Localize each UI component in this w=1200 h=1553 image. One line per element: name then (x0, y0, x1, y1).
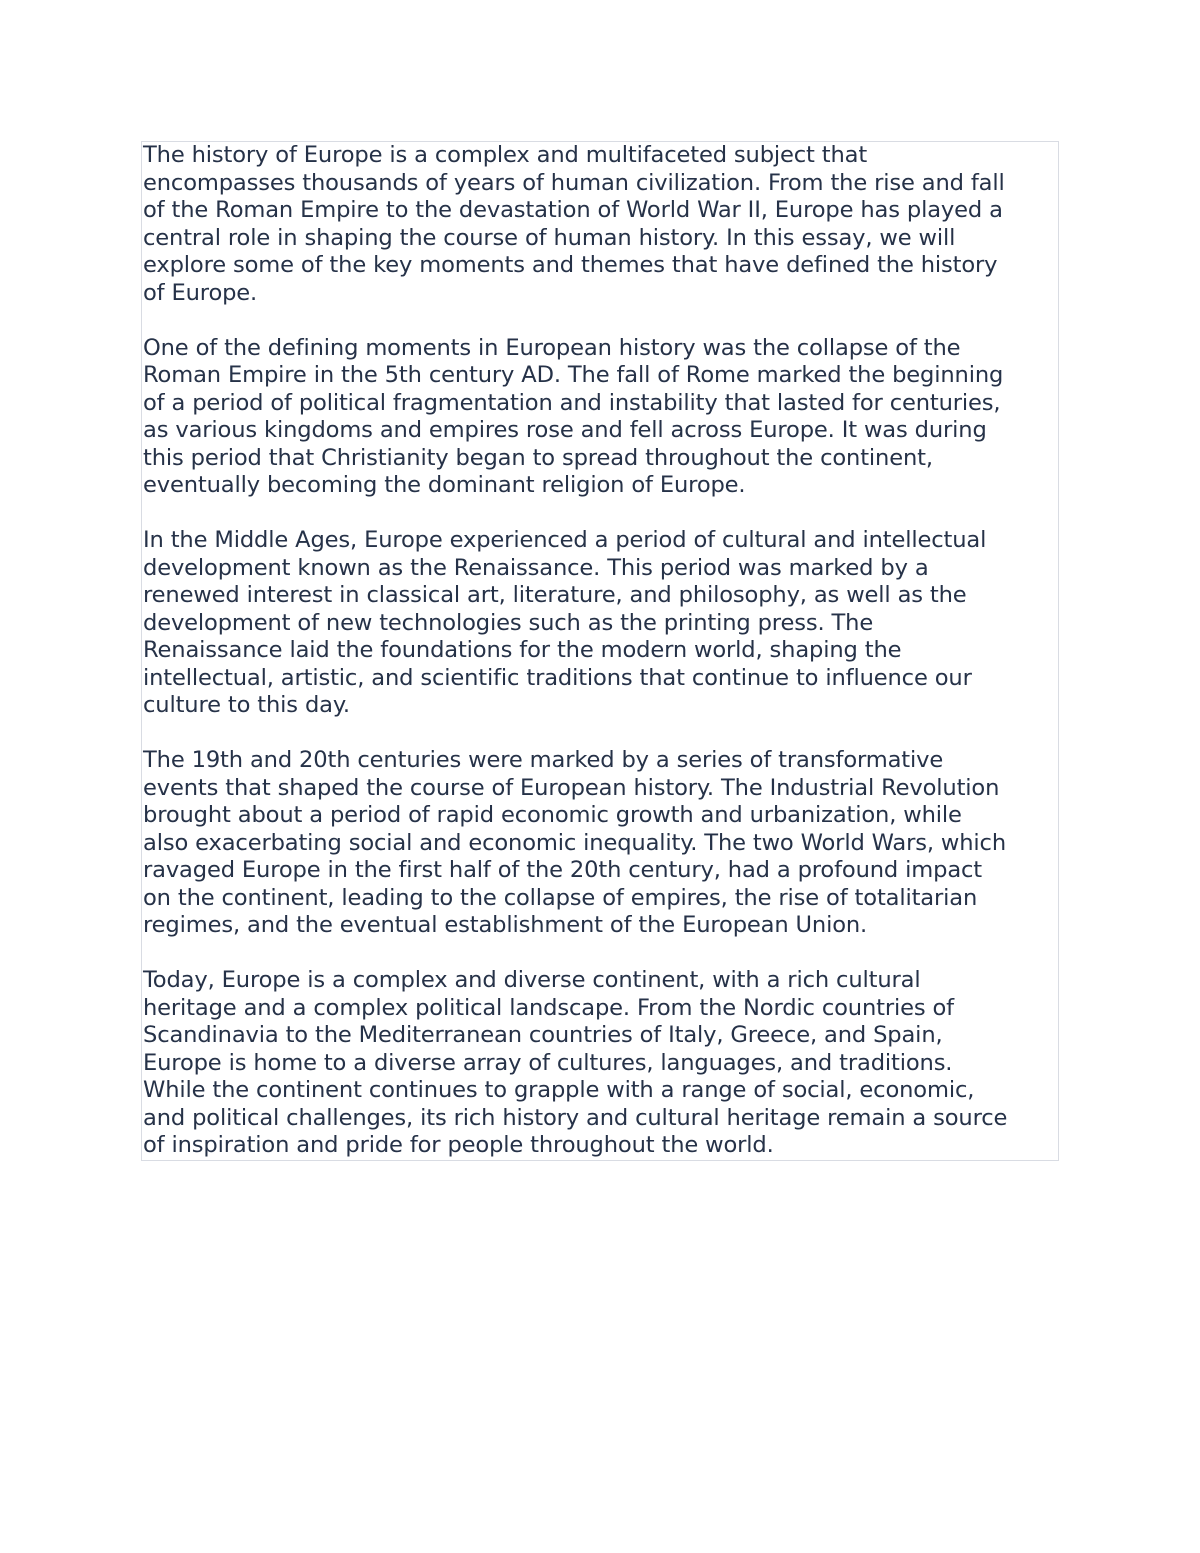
paragraph-middle-ages: In the Middle Ages, Europe experienced a period of cultural and intellectual development known as the Renaissance. This period was marked by a renewed interest in classical art, literature, and philosophy, as well as the development of new technologies such as the printing press. The Renaissance laid the foundations for the modern world, shaping the intellectual, artistic, and scientific traditions that continue to influence our culture to this day. (143, 527, 987, 718)
paragraph-intro: The history of Europe is a complex and multifaceted subject that encompasses thousands of years of human civilization. From the rise and fall of the Roman Empire to the devastation of World War II, Europe has played a central role in shaping the course of human history. In this essay, we will explore some of the key moments and themes that have defined the history of Europe. (143, 142, 1005, 306)
paragraph-roman-empire: One of the defining moments in European history was the collapse of the Roman Empire in the 5th century AD. The fall of Rome marked the beginning of a period of political fragmentation and instability that lasted for centuries, as various kingdoms and empires rose and fell across Europe. It was during this period that Christianity began to spread throughout the continent, eventually becoming the dominant religion of Europe. (143, 334, 1004, 498)
essay-text-box (141, 141, 1059, 1161)
paragraph-today: Today, Europe is a complex and diverse continent, with a rich cultural heritage and a complex political landscape. From the Nordic countries of Scandinavia to the Mediterranean countries of Italy, Greece, and Spain, Europe is home to a diverse array of cultures, languages, and traditions. While the continent continues to grapple with a range of social, economic, and political challenges, its rich history and cultural heritage remain a source of inspiration and pride for people throughout the world. (143, 967, 1008, 1158)
paragraph-modern-centuries: The 19th and 20th centuries were marked by a series of transformative events that shaped the course of European history. The Industrial Revolution brought about a period of rapid economic growth and urbanization, while also exacerbating social and economic inequality. The two World Wars, which ravaged Europe in the first half of the 20th century, had a profound impact on the continent, leading to the collapse of empires, the rise of totalitarian regimes, and the eventual establishment of the European Union. (143, 747, 1006, 938)
